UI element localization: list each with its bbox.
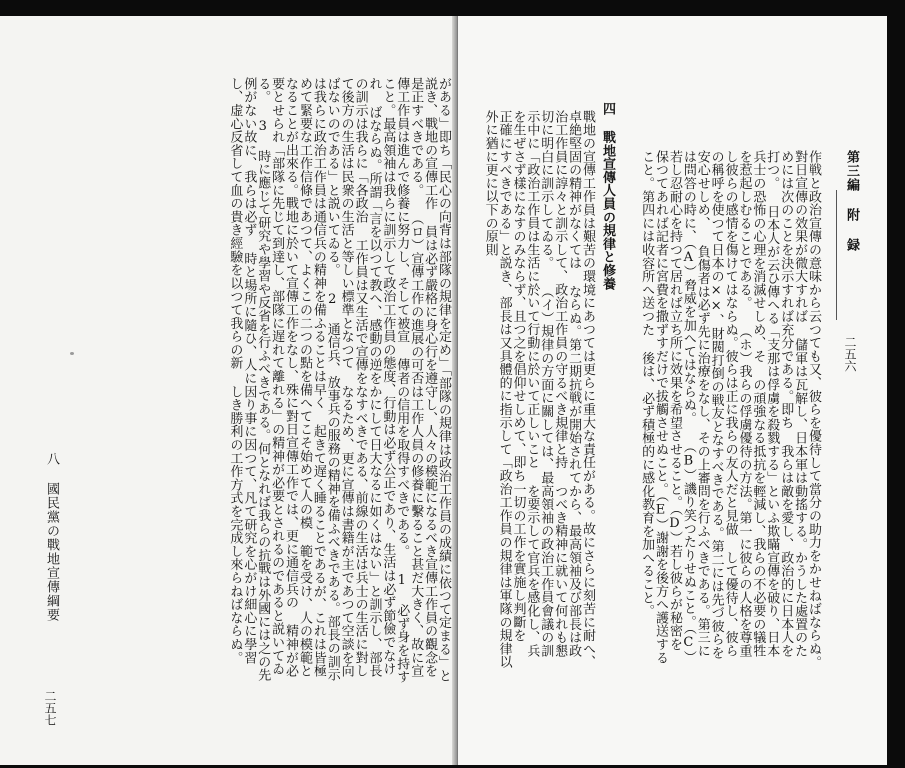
left-page-number: 二五七 — [43, 690, 57, 726]
scan-speck — [70, 352, 74, 355]
left-page-footer-title: 八 國民黨の戰地宣傳綱要 — [44, 452, 59, 622]
right-page-body-1: 作戦と政治宣傳の意味から云つても又、彼らを優待して當分の助力をかせねばならぬ。對日宣傳の效果が微大すれば 儲軍は瓦解し、日本軍は動搖する。かうした處置のためには次のことを決示すれば充分である。即ち 我らは敵を愛し、政治的に日本人を打つ。 日本人が云ひ傳へる「支那は俘虜を殺戮する」といふ欺瞞宣傳を破り、日本兵士の恐怖の心理を消滅せしめ、そ の頑強なる抵抗を輕減し、我らの不必要の犠牲を惹起しむることである。 （ホ）我らの俘虜優待の方法。第一に彼らの人格を尊重し彼らの感情を傷けてはならぬ。彼らは正に我らの友人だと見做 して優待し、彼らの稱呼を使つて日本の××、財閥打倒の戦友となすべきである。第二には先づ彼らを安心せしめ、 負傷者は必ず先に治療をなし、その上審問を行ふべきである。第三には問答の時に、（A）脅威を加へてはならぬ。 （B）譏り笑つたりせぬこと。（C）若し忍耐心を持つて居れば立ち所に效果を希望させること。（D）若し彼らが秘密を 保つてあれば記者に宮費を撒ずすだけで拔觸させぬこと。（E）謝謝を後方へ護送すること。第四には收容所へ送つた 後は、必ず積極的に感化教育を加へること。 — [639, 150, 821, 669]
scan-border-right — [887, 0, 905, 768]
left-page-body: がある」即ち「民心の向背は部隊の規律を定め」「部隊の規律は政治工作員の成績に依つて定まる」と説き、戰地の宣傳工作 員は必ず嚴格に身心行を遵守し、人々の模範になるべき宣傳工作員の觀念を是正すべきである。 （ロ）宣傳工作の進展の可否は工作人員の修養に繫ること甚だ大きく、故に宣傳工作員は進んで修養に努力し、そして被宣 傳者の信用を取得すべきである。 1 必ず身を持すこと。最高領袖は我らに訓示して政治工作員の態度、行動は必ず公正であり、生活は必ず節儉でなけれ ばならぬ。所謂「言を以つて教へ、感動の逆をかにして日大なるに如くはない」と訓示し、部長の訓示は我らに「各政治 工作員は又生活で宣傳をなすべきである、前線の生活は兵士の生活に對して後方の生活は民衆の生活と等しい標準となつて なるため、更に宣傳は書籍が主であつて空談を向ばないのである」と説いてゐる。 2 通信兵、放事兵の服務の精神を備ふべきである。部長の訓示は我らに政治工作員は通信兵の精神を備ふることは早く 起きて遅く睡ることであるが、これは皆極めて緊要な工作信條であつて、よくこの二つの點を備へてこそ始めて人の模 範を受け、人の模範となることが出來る。戰地に於いて宣傳工作をなし、殊に對日宣傳工作では、更に通信兵の 精神が必要とせられ「部隊に先じて到達し、部隊に遅れて離れる」の精神が必要とされるのであると説いてゐる。 3 時に應じて研究や學習や反省を行ふべきである。何となれば我らの抗戰は外國には之の先例がない故に、我らは必ず 時と場所に隨ひ、人に因り事に因つて、凡て研究を心がけ細心に學習し、虚心反省して血の貴き經驗を以つて我らの新 しき勝利の工作方式を完成し來らねばならぬ。 — [227, 77, 451, 684]
section-heading: 四 戰地宣傳人員の規律と修養 — [600, 102, 615, 291]
right-page — [458, 0, 905, 768]
right-page-header-title: 第三編 附 録 — [844, 150, 859, 252]
right-page-body-2: 戰地の宣傳工作員は艱苦の環境にあつては更らに重大な責任がある。故にさらに刻苦に耐へ、卓絶堅固の精神がなくては ならぬ。第二期抗戦が開始されてから、最高領袖及び部長は政治工作員に諄々と訓示して、政治工作員の守るべき規律と持 つべき精神に就いて何れも懇切に明白に訓示してゐる。 （イ）規律の方面に關しては、最高領袖の政治工作員會議の訓示中に「政治工作員は生活に於いて行動に於いて正しいこと を要示して官兵を感化し、兵を生ぜさず樣になすのみならず、且つ之を倡仰せしめて、即ち一切の工作を實施し判斷を 正確にすべきである」と説き、部長は又具體的に指示して「政治工作員の規律は軍隊の規律以外に猶に更に以下の原則 — [482, 110, 595, 669]
right-page-number: 二五六 — [843, 336, 857, 372]
header-rule — [836, 190, 837, 320]
scan-border-top — [0, 0, 905, 16]
